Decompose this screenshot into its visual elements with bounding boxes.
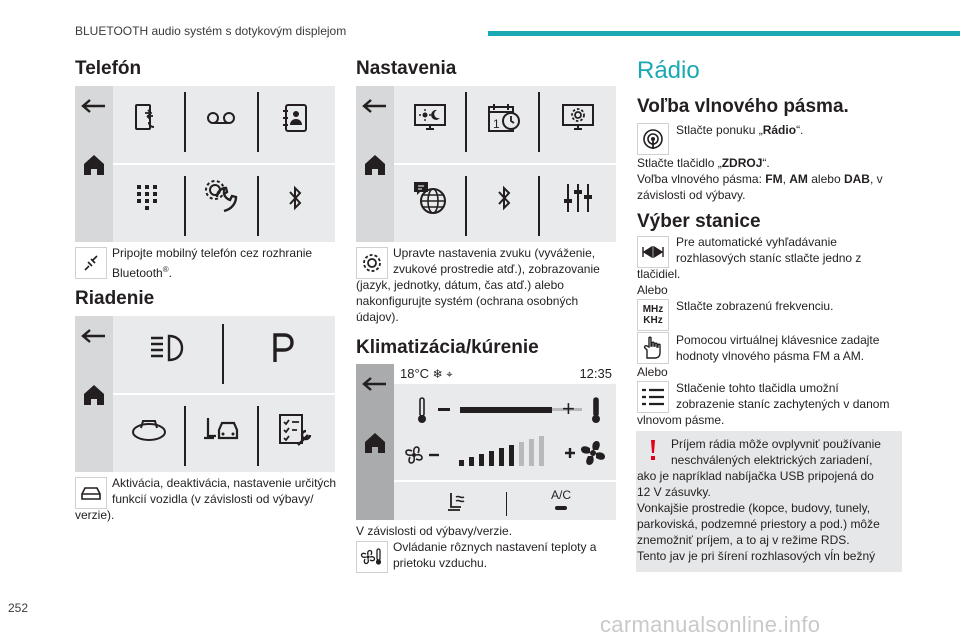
clock-time: 12:35 xyxy=(579,366,612,381)
phone-link-icon xyxy=(75,247,107,279)
riadenie-note-line3: verzie). xyxy=(75,508,115,522)
warn-line6: parkoviská, podzemné priestory a pod.) môže xyxy=(637,517,880,531)
keyboard-line2: hodnoty vlnového pásma FM a AM. xyxy=(676,349,865,363)
telefon-panel xyxy=(75,86,335,242)
list-line1: Stlačenie tohto tlačidla umožní xyxy=(676,381,839,395)
klima-note-line1: Ovládanie rôznych nastavení teploty a xyxy=(393,540,597,554)
nastavenia-panel xyxy=(356,86,616,242)
date-time-icon xyxy=(482,98,526,138)
call-log-icon xyxy=(127,100,167,136)
warn-line3: ako je napríklad nabíjačka USB pripojená do xyxy=(637,469,874,483)
heading-nastavenia: Nastavenia xyxy=(356,58,457,79)
or-label-1: Alebo xyxy=(637,283,668,297)
seek-buttons-icon xyxy=(637,236,669,268)
location-pin-icon: ⌖ xyxy=(446,369,453,381)
phone-settings-icon xyxy=(201,176,241,216)
heading-klimatizacia: Klimatizácia/kúrenie xyxy=(356,337,539,358)
riadenie-note-line1: Aktivácia, deaktivácia, nastavenie určitých xyxy=(112,476,337,490)
seat-car-icon xyxy=(199,412,245,448)
back-arrow-icon xyxy=(79,94,109,118)
system-settings-icon xyxy=(556,98,600,138)
klima-note-line2: prietoku vzduchu. xyxy=(393,556,488,570)
ac-label: A/C xyxy=(551,488,572,502)
ac-indicator xyxy=(555,506,567,510)
heading-station-select: Výber stanice xyxy=(637,211,761,232)
thermometer-high-icon xyxy=(588,394,604,426)
virtual-keyboard-icon xyxy=(637,332,669,364)
riadenie-note-line2: funkcií vozidla (v závislosti od výbavy/ xyxy=(112,492,314,506)
station-line3: tlačidiel. xyxy=(637,267,681,281)
heading-telefon: Telefón xyxy=(75,58,142,79)
station-line2: rozhlasových staníc stlačte jedno z xyxy=(676,251,862,265)
temp-level-bar xyxy=(460,407,552,413)
warn-line8: Tento jav je pri šírení rozhlasových vĺn bežný xyxy=(637,549,876,563)
checklist-wrench-icon xyxy=(273,410,317,450)
nastavenia-note-line3: (jazyk, jednotky, dátum, čas atď.) alebo xyxy=(356,278,564,292)
home-icon xyxy=(360,150,390,180)
band-step4: závislosti od výbavy. xyxy=(637,188,746,202)
home-icon xyxy=(79,380,109,410)
keyboard-line1: Pomocou virtuálnej klávesnice zadajte xyxy=(676,333,880,347)
vehicle-functions-icon xyxy=(75,477,107,509)
home-icon xyxy=(79,150,109,180)
back-arrow-icon xyxy=(360,372,390,396)
station-line1: Pre automatické vyhľadávanie xyxy=(676,235,837,249)
watermark: carmanualsonline.info xyxy=(600,612,821,637)
contacts-icon xyxy=(275,100,315,136)
nastavenia-note-line5: údajov). xyxy=(356,310,399,324)
band-step3: Voľba vlnového pásma: FM, AM alebo DAB, v xyxy=(637,172,883,186)
running-header: BLUETOOTH audio systém s dotykovým displejom xyxy=(75,24,347,38)
station-list-icon xyxy=(637,381,669,413)
or-label-2: Alebo xyxy=(637,365,668,379)
bluetooth-icon xyxy=(482,180,526,216)
warn-line4: 12 V zásuvky. xyxy=(637,485,711,499)
parking-icon xyxy=(263,328,303,368)
warn-line7: znemožniť príjem, a to aj v režime RDS. xyxy=(637,533,850,547)
telefon-note-line1: Pripojte mobilný telefón cez rozhranie xyxy=(112,246,313,260)
heading-band-select: Voľba vlnového pásma. xyxy=(637,96,849,117)
list-line3: vlnovom pásme. xyxy=(637,413,725,427)
warn-line1: Príjem rádia môže ovplyvniť používanie xyxy=(671,437,881,451)
snowflake-icon: ❄ xyxy=(432,367,443,381)
bluetooth-icon xyxy=(275,180,315,216)
fan-temp-icon xyxy=(356,541,388,573)
page-number: 252 xyxy=(8,601,29,615)
temp-plus-button: + xyxy=(562,396,575,421)
seat-airflow-icon xyxy=(442,488,472,516)
nastavenia-note-line4: nakonfigurujte systém (ochrana osobných xyxy=(356,294,579,308)
heading-riadenie: Riadenie xyxy=(75,288,155,309)
nastavenia-note-line2: zvukové prostredie atď.), zobrazovanie xyxy=(393,262,600,276)
frequency-icon: MHz KHz xyxy=(637,299,669,331)
temp-minus-button xyxy=(438,408,450,411)
klima-note-top: V závislosti od výbavy/verzie. xyxy=(356,524,513,538)
display-brightness-icon xyxy=(408,98,452,138)
band-step2: Stlačte tlačidlo „ZDROJ“. xyxy=(637,156,770,170)
header-accent-bar xyxy=(488,31,960,36)
band-step1: Stlačte ponuku „Rádio“. xyxy=(676,123,804,137)
fan-low-icon xyxy=(402,440,442,470)
svg-text:1: 1 xyxy=(493,117,500,131)
fan-high-icon xyxy=(562,438,610,468)
warn-line5: Vonkajšie prostredie (kopce, budovy, tunely, xyxy=(637,501,871,515)
radio-menu-icon xyxy=(637,123,669,155)
warning-box xyxy=(636,431,902,572)
warning-exclamation-icon xyxy=(650,439,656,459)
outside-temp: 18°C xyxy=(400,366,430,381)
back-arrow-icon xyxy=(79,324,109,348)
keypad-icon xyxy=(127,180,167,216)
audio-settings-icon xyxy=(356,247,388,279)
voicemail-icon xyxy=(201,100,241,136)
home-icon xyxy=(360,428,390,458)
heading-radio: Rádio xyxy=(637,57,700,84)
mhz-line1: Stlačte zobrazenú frekvenciu. xyxy=(676,299,834,313)
warn-line2: neschválených elektrických zariadení, xyxy=(671,453,873,467)
riadenie-panel xyxy=(75,316,335,472)
list-line2: zobrazenie staníc zachytených v danom xyxy=(676,397,890,411)
nastavenia-note-line1: Upravte nastavenia zvuku (vyváženie, xyxy=(393,246,596,260)
headlight-icon xyxy=(143,328,191,368)
telefon-note-line2: Bluetooth®. xyxy=(112,265,172,280)
equalizer-icon xyxy=(556,178,600,218)
thermometer-low-icon xyxy=(414,394,430,426)
language-globe-icon xyxy=(408,178,452,218)
klima-panel xyxy=(356,364,616,520)
vehicle-top-icon xyxy=(127,412,171,448)
back-arrow-icon xyxy=(360,94,390,118)
